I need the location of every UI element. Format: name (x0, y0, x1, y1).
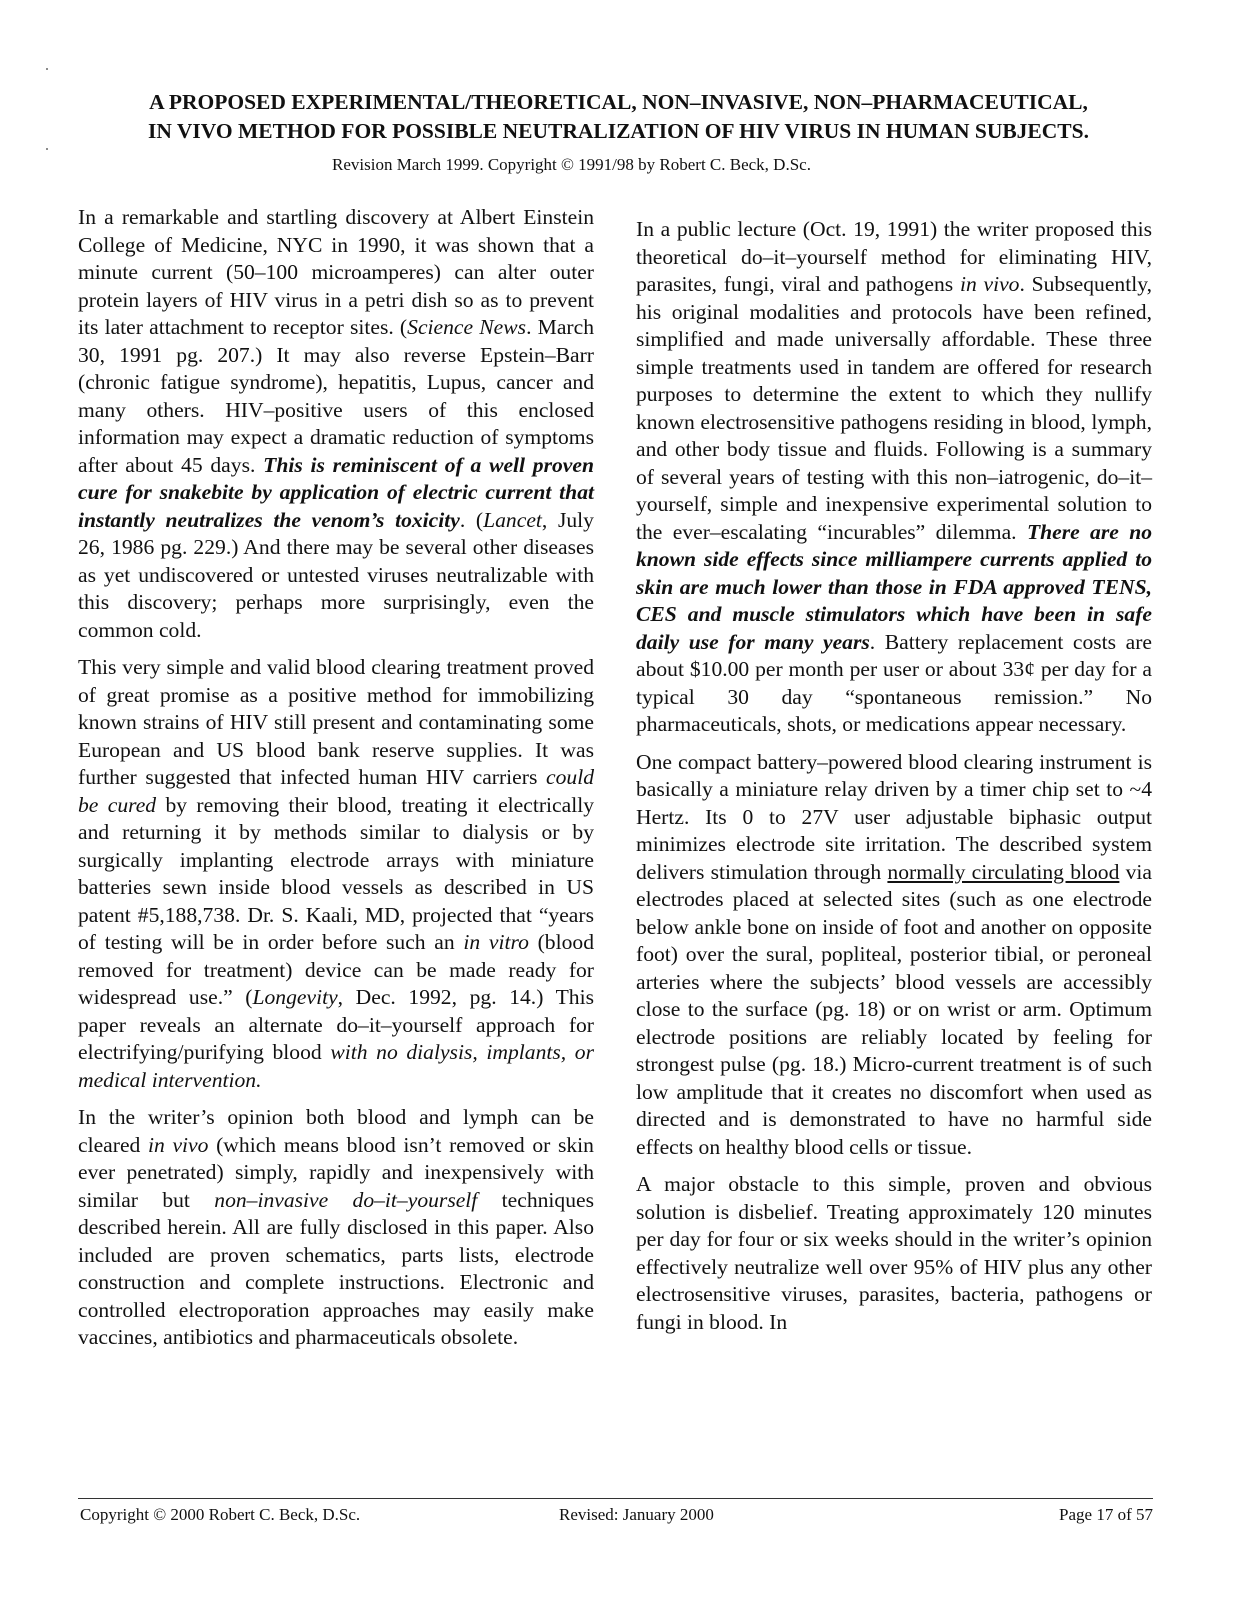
paragraph (78, 1104, 594, 1352)
paragraph (78, 654, 594, 1094)
italic-text: in vivo (959, 272, 1020, 296)
emphasis-text: This is reminiscent of a well proven cure for snakebite by application of electric current that instantly neutralizes the venom’s toxicity (78, 452, 594, 532)
italic-text: with no dialysis, implants, or medical intervention. (78, 1040, 594, 1092)
text-run: In a remarkable and startling discovery at Albert Einstein College of Medicine, NYC in 1990, it was shown that a minute current (50–100 microamperes) can alter outer protein layers of HIV virus in a petri dish so as to prevent its later attachment to receptor sites. ( (78, 205, 594, 339)
text-run: . Subsequently, his original modalities and protocols have been refined, simplified and made universally affordable. These three simple treatments used in tandem are offered for research purposes to determine the extent to which they nullify known electrosensitive pathogens residing in blood, lymph, and other body tissue and fluids. Following is a summary of several years of testing with this non–iatrogenic, do–it–yourself, simple and inexpensive experimental solution to the ever–escalating “incurables” dilemma. (636, 272, 1152, 544)
italic-text: in vivo (148, 1132, 209, 1157)
citation-title: Lancet (483, 507, 542, 532)
paragraph (636, 749, 1152, 1162)
text-run: . March 30, 1991 pg. 207.) It may also reverse Epstein–Barr (chronic fatigue syndrome), hepatitis, Lupus, cancer and many others. HIV–positive users of this enclosed information may expect a dramatic reduction of symptoms after about 45 days. (78, 315, 595, 477)
scan-speck (46, 68, 48, 70)
right-column (636, 216, 1152, 1336)
text-run: In the writer’s opinion both blood and lymph can be cleared (78, 1105, 594, 1157)
text-run: , July 26, 1986 pg. 229.) And there may be several other diseases as yet undiscovered or untested viruses neutralizable with this discovery; perhaps more surprisingly, even the common cold. (78, 507, 594, 642)
footer-page-number: Page 17 of 57 (1059, 1505, 1153, 1524)
paragraph: A major obstacle to this simple, proven and obvious solution is disbelief. Treating approximately 120 minutes per day for four or six weeks should in the writer’s opinion effectively neutralize well over 95% of HIV plus any other electrosensitive viruses, parasites, bacteria, pathogens or fungi in blood. In (636, 1172, 1152, 1334)
page-title (60, 88, 1177, 146)
paragraph (78, 204, 594, 644)
paragraph (636, 216, 1152, 739)
left-column (78, 204, 594, 1362)
emphasis-text: There are no known side effects since milliampere currents applied to skin are much lower than those in FDA approved TENS, CES and muscle stimulators which have been in safe daily use for many years (636, 519, 1152, 654)
text-run: . ( (459, 507, 484, 532)
footer-copyright: Copyright © 2000 Robert C. Beck, D.Sc. (80, 1505, 361, 1524)
citation-title: Science News (407, 315, 527, 339)
text-run: In a public lecture (Oct. 19, 1991) the writer proposed this theoretical do–it–yourself method for eliminating HIV, parasites, fungi, viral and pathogens (636, 217, 1152, 296)
scan-speck (46, 148, 48, 150)
text-run: techniques described herein. All are fully disclosed in this paper. Also included are proven schematics, parts lists, electrode construction and complete instructions. Electronic and controlled electroporation approaches may easily make vaccines, antibiotics and pharmaceuticals obsolete. (78, 1187, 594, 1349)
text-run: (which means blood isn’t removed or skin ever penetrated) simply, rapidly and inexpensively with similar but (78, 1132, 594, 1212)
footer-revised: Revised: January 2000 (559, 1505, 714, 1524)
italic-text: non–invasive do–it–yourself (214, 1187, 478, 1212)
text-run: by removing their blood, treating it electrically and returning it by methods similar to dialysis or by surgically implanting electrode arrays with miniature batteries sewn inside blood vessels as described in US patent #5,188,738. Dr. S. Kaali, MD, projected that “years of testing will be in order before such an (78, 792, 594, 954)
italic-text: in vitro (463, 930, 529, 954)
citation-title: Longevity (252, 985, 338, 1009)
title-line-1: A PROPOSED EXPERIMENTAL/THEORETICAL, NON–INVASIVE, NON–PHARMACEUTICAL, (149, 90, 1088, 114)
revision-copyright-line: Revision March 1999. Copyright © 1991/98 by Robert C. Beck, D.Sc. (332, 155, 811, 174)
text-run: . Battery replacement costs are about $10.00 per month per user or about 33¢ per day for a typical 30 day “spontaneous remission.” No pharmaceuticals, shots, or medications appear necessary. (636, 629, 1152, 736)
text-run: This very simple and valid blood clearing treatment proved of great promise as a positive method for immobilizing known strains of HIV still present and contaminating some European and US blood bank reserve supplies. It was further suggested that infected human HIV carriers (78, 655, 594, 789)
text-run: via electrodes placed at selected sites (such as one electrode below ankle bone on inside of foot and another on opposite foot) over the sural, popliteal, posterior tibial, or peroneal arteries where the subjects’ blood vessels are accessibly close to the surface (pg. 18) or on wrist or arm. Optimum electrode positions are reliably located by feeling for strongest pulse (pg. 18.) Micro-current treatment is of such low amplitude that it creates no discomfort when used as directed and is demonstrated to have no harmful side effects on healthy blood cells or tissue. (636, 859, 1153, 1159)
underlined-text: normally circulating blood (887, 859, 1120, 884)
text-run: (blood removed for treatment) device can be made ready for widespread use.” ( (78, 930, 594, 1009)
text-run: One compact battery–powered blood clearing instrument is basically a miniature relay driven by a timer chip set to ~4 Hertz. Its 0 to 27V user adjustable biphasic output minimizes electrode site irritation. The described system delivers stimulation through (636, 749, 1152, 884)
title-line-2: IN VIVO METHOD FOR POSSIBLE NEUTRALIZATION OF HIV VIRUS IN HUMAN SUBJECTS. (148, 119, 1089, 143)
footer-divider (78, 1498, 1153, 1499)
italic-text: could be cured (78, 765, 594, 817)
text-run: , Dec. 1992, pg. 14.) This paper reveals an alternate do–it–yourself approach for electrifying/purifying blood (78, 985, 594, 1064)
